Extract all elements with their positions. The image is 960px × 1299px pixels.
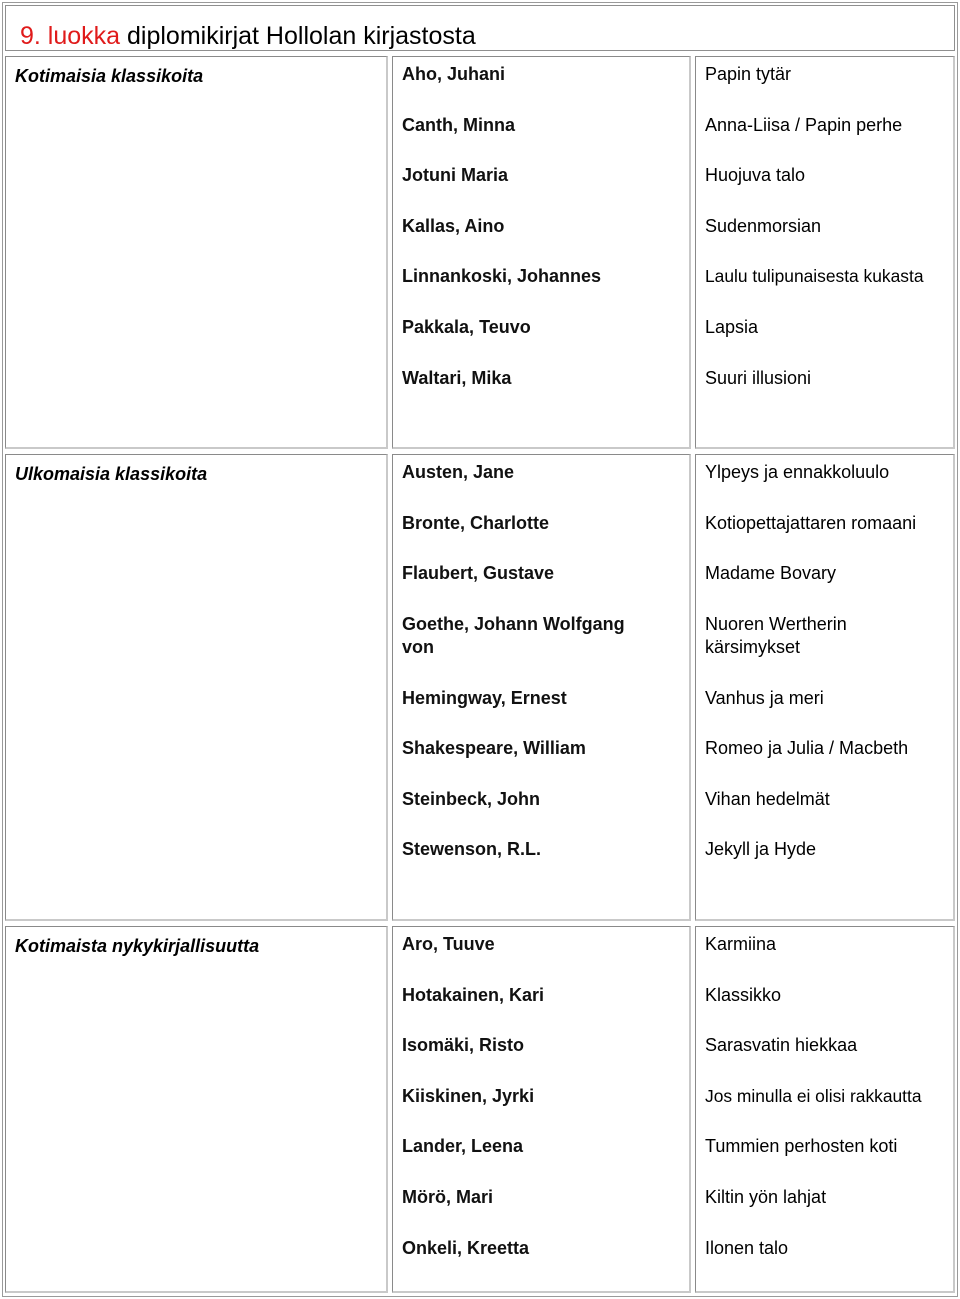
authors-cell: [392, 56, 691, 449]
book-title: Karmiina: [705, 934, 777, 954]
book-title: Anna-Liisa / Papin perhe: [705, 115, 903, 135]
author-name: Austen, Jane: [402, 462, 515, 482]
title-grade: 9. luokka: [20, 22, 121, 50]
book-title: Vihan hedelmät: [705, 789, 830, 809]
author-name: Mörö, Mari: [402, 1187, 494, 1207]
book-title: Tummien perhosten koti: [705, 1136, 898, 1156]
category-label: Ulkomaisia klassikoita: [15, 464, 208, 484]
books-cell: [695, 56, 955, 449]
author-name: Kallas, Aino: [402, 216, 505, 236]
book-title: Nuoren Wertherin: [705, 614, 847, 634]
category-label: Kotimaista nykykirjallisuutta: [15, 936, 260, 956]
book-title: Huojuva talo: [705, 165, 806, 185]
author-name: Pakkala, Teuvo: [402, 317, 531, 337]
author-name: Jotuni Maria: [402, 165, 509, 185]
author-name: Kiiskinen, Jyrki: [402, 1086, 535, 1106]
author-name: Stewenson, R.L.: [402, 839, 542, 859]
author-name: Goethe, Johann Wolfgang: [402, 614, 625, 634]
book-title: Laulu tulipunaisesta kukasta: [705, 266, 924, 286]
author-name: Linnankoski, Johannes: [402, 266, 602, 286]
book-title: Madame Bovary: [705, 563, 837, 583]
book-title: Romeo ja Julia / Macbeth: [705, 738, 909, 758]
book-title: Sudenmorsian: [705, 216, 822, 236]
book-title: Klassikko: [705, 985, 782, 1005]
title-text: diplomikirjat Hollolan kirjastosta: [120, 22, 476, 50]
author-name: Hemingway, Ernest: [402, 688, 567, 708]
books-cell: [695, 926, 955, 1293]
book-title: Ilonen talo: [705, 1238, 789, 1258]
author-name: Aro, Tuuve: [402, 934, 495, 954]
page-title: [20, 20, 476, 52]
author-name: Waltari, Mika: [402, 368, 512, 388]
book-title: Jos minulla ei olisi rakkautta: [705, 1086, 922, 1106]
author-name: Canth, Minna: [402, 115, 515, 135]
author-name: von: [402, 637, 435, 657]
book-title: Kiltin yön lahjat: [705, 1187, 827, 1207]
author-name: Shakespeare, William: [402, 738, 586, 758]
authors-cell: [392, 926, 691, 1293]
book-title: kärsimykset: [705, 637, 801, 657]
authors-cell: [392, 454, 691, 921]
book-title: Suuri illusioni: [705, 368, 812, 388]
author-name: Hotakainen, Kari: [402, 985, 545, 1005]
book-title: Papin tytär: [705, 64, 792, 84]
category-label: Kotimaisia klassikoita: [15, 66, 204, 86]
author-name: Steinbeck, John: [402, 789, 541, 809]
book-title: Lapsia: [705, 317, 759, 337]
books-cell: [695, 454, 955, 921]
author-name: Onkeli, Kreetta: [402, 1238, 530, 1258]
author-name: Bronte, Charlotte: [402, 513, 550, 533]
category-cell: [5, 926, 388, 1293]
book-title: Kotiopettajattaren romaani: [705, 513, 917, 533]
author-name: Flaubert, Gustave: [402, 563, 555, 583]
category-cell: [5, 454, 388, 921]
book-title: Ylpeys ja ennakkoluulo: [705, 462, 890, 482]
book-title: Jekyll ja Hyde: [705, 839, 817, 859]
author-name: Aho, Juhani: [402, 64, 505, 84]
book-title: Vanhus ja meri: [705, 688, 824, 708]
title-box: [5, 5, 955, 51]
category-cell: [5, 56, 388, 449]
author-name: Isomäki, Risto: [402, 1035, 525, 1055]
book-title: Sarasvatin hiekkaa: [705, 1035, 858, 1055]
author-name: Lander, Leena: [402, 1136, 524, 1156]
